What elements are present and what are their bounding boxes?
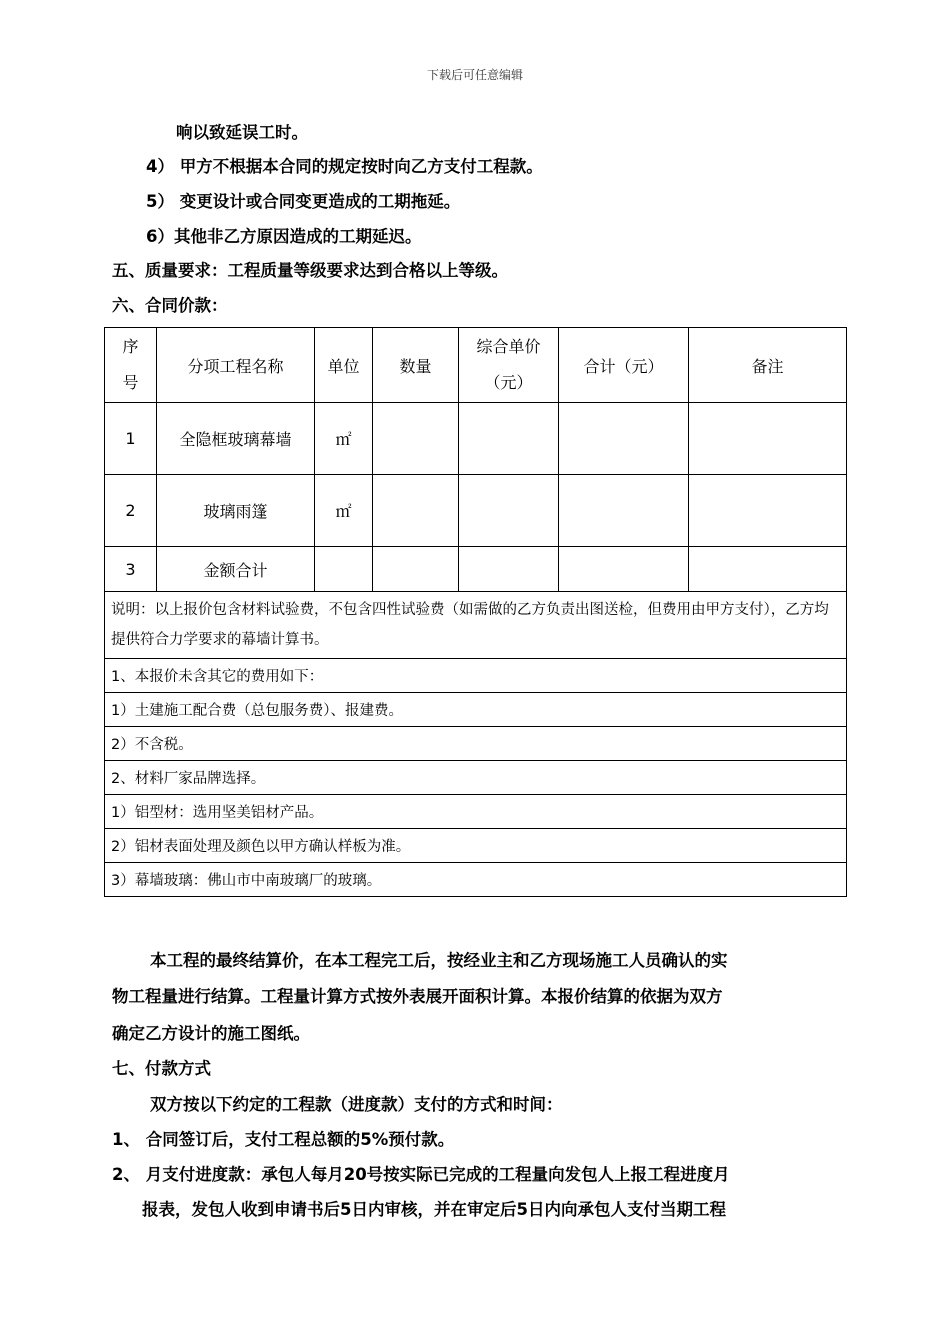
row-qty (373, 547, 459, 592)
row-name: 全隐框玻璃幕墙 (157, 403, 315, 475)
note-row (105, 659, 847, 693)
row-total (559, 547, 689, 592)
row-name: 金额合计 (157, 547, 315, 592)
text-line: 5） 变更设计或合同变更造成的工期拖延。 (146, 192, 461, 211)
row-unit-price (459, 475, 559, 547)
text-line: 4） 甲方不根据本合同的规定按时向乙方支付工程款。 (146, 157, 543, 176)
row-remark (689, 403, 847, 475)
row-unit (315, 547, 373, 592)
section-heading: 六、合同价款： (112, 296, 228, 315)
header-name: 分项工程名称 (157, 328, 315, 403)
row-qty (373, 403, 459, 475)
row-unit: ㎡ (315, 475, 373, 547)
header-seq: 序 号 (105, 328, 157, 403)
row-no: 1 (105, 403, 157, 475)
table-row (105, 475, 847, 547)
table-row (105, 403, 847, 475)
row-remark (689, 547, 847, 592)
note-row (105, 693, 847, 727)
section-heading: 七、付款方式 (112, 1059, 211, 1078)
note-line: 1）土建施工配合费（总包服务费）、报建费。 (105, 693, 847, 727)
note-line: 2）不含税。 (105, 727, 847, 761)
header-unit-price: 综合单价 （元） (459, 328, 559, 403)
text-line: 确定乙方设计的施工图纸。 (112, 1024, 310, 1043)
row-name: 玻璃雨篷 (157, 475, 315, 547)
note-row (105, 727, 847, 761)
header-qty: 数量 (373, 328, 459, 403)
text-line: 双方按以下约定的工程款（进度款）支付的方式和时间： (150, 1095, 563, 1114)
header-total: 合计（元） (559, 328, 689, 403)
section-heading: 五、质量要求：工程质量等级要求达到合格以上等级。 (112, 261, 508, 280)
price-table (104, 327, 847, 897)
row-total (559, 403, 689, 475)
table-row (105, 547, 847, 592)
note-row (105, 863, 847, 897)
note-row (105, 592, 847, 659)
note-line: 3）幕墙玻璃：佛山市中南玻璃厂的玻璃。 (105, 863, 847, 897)
text-line: 本工程的最终结算价，在本工程完工后，按经业主和乙方现场施工人员确认的实 (150, 951, 728, 970)
note-line: 1、本报价未含其它的费用如下： (105, 659, 847, 693)
header-unit: 单位 (315, 328, 373, 403)
text-line: 2、 月支付进度款：承包人每月20号按实际已完成的工程量向发包人上报工程进度月 (112, 1165, 730, 1184)
note-line: 2）铝材表面处理及颜色以甲方确认样板为准。 (105, 829, 847, 863)
note-line: 1）铝型材：选用坚美铝材产品。 (105, 795, 847, 829)
row-unit-price (459, 547, 559, 592)
note-row (105, 761, 847, 795)
text-line: 物工程量进行结算。工程量计算方式按外表展开面积计算。本报价结算的依据为双方 (112, 987, 723, 1006)
row-unit: ㎡ (315, 403, 373, 475)
note-description: 说明：以上报价包含材料试验费，不包含四性试验费（如需做的乙方负责出图送检，但费用由甲方支付），乙方均提供符合力学要求的幕墙计算书。 (105, 592, 847, 659)
row-no: 2 (105, 475, 157, 547)
row-total (559, 475, 689, 547)
row-qty (373, 475, 459, 547)
row-no: 3 (105, 547, 157, 592)
header-remark: 备注 (689, 328, 847, 403)
note-row (105, 795, 847, 829)
text-line: 1、 合同签订后，支付工程总额的5%预付款。 (112, 1130, 455, 1149)
note-line: 2、材料厂家品牌选择。 (105, 761, 847, 795)
row-unit-price (459, 403, 559, 475)
page-header: 下载后可任意编辑 (426, 68, 523, 82)
text-line: 6）其他非乙方原因造成的工期延迟。 (146, 227, 422, 246)
row-remark (689, 475, 847, 547)
table-header-row (105, 328, 847, 403)
note-row (105, 829, 847, 863)
text-line: 报表，发包人收到申请书后5日内审核，并在审定后5日内向承包人支付当期工程 (142, 1200, 726, 1219)
text-line: 响以致延误工时。 (176, 123, 308, 142)
